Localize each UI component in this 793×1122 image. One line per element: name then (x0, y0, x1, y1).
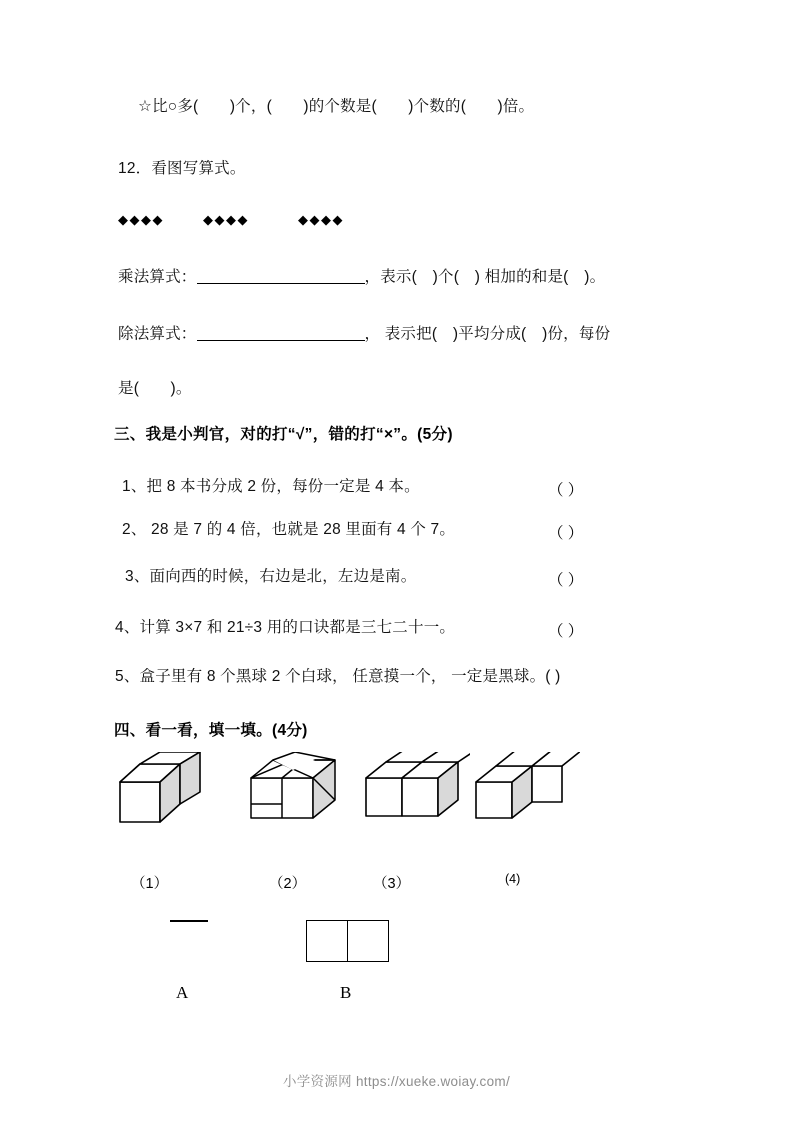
division-rest: ， 表示把( )平均分成( )份，每份 (364, 325, 611, 343)
footer-watermark: 小学资源网 https://xueke.woiay.com/ (282, 1074, 511, 1089)
tf-item-3-answer-box[interactable]: （ ） (548, 572, 584, 589)
view-a-label: A (176, 983, 189, 1002)
diamond-group-1: ◆◆◆◆ (118, 212, 164, 227)
question-12-title: 12．看图写算式。 (118, 160, 246, 177)
figure-4-label: (4) (505, 872, 521, 886)
section-three-heading: 三、我是小判官，对的打“√”，错的打“×”。(5分) (114, 426, 453, 443)
figure-2-label: （2） (269, 876, 307, 892)
multiplication-line (118, 268, 605, 287)
figure-3-four-cubes-block (360, 752, 470, 837)
diamond-group-2: ◆◆◆◆ (203, 212, 249, 227)
division-line (118, 325, 610, 344)
figure-3-label: （3） (373, 876, 411, 892)
figure-2-cubes-with-diagonals (245, 752, 360, 837)
tf-item-5: 5、盒子里有 8 个黑球 2 个白球， 任意摸一个， 一定是黑球。( ) (115, 668, 561, 685)
figure-1-label: （1） (131, 876, 169, 892)
view-b-cell-right (347, 921, 388, 961)
tf-item-4-answer-box[interactable]: （ ） (548, 623, 584, 640)
multiplication-answer-blank[interactable] (197, 268, 365, 284)
division-answer-blank[interactable] (197, 325, 365, 341)
multiplication-label: 乘法算式： (118, 268, 197, 286)
tf-item-2-answer-box[interactable]: （ ） (548, 525, 584, 542)
diamond-group-3: ◆◆◆◆ (298, 212, 344, 227)
tf-item-3: 3、面向西的时候，右边是北，左边是南。 (125, 568, 417, 585)
figure-4-three-cubes-L (470, 752, 580, 837)
section-four-heading: 四、看一看，填一填。(4分) (114, 722, 308, 739)
view-b-two-squares-shape (306, 920, 389, 962)
tf-item-1-answer-box[interactable]: （ ） (548, 482, 584, 499)
star-circle-question-line: ☆比○多( )个，( )的个数是( )个数的( )倍。 (138, 98, 535, 115)
multiplication-rest: ，表示( )个( ) 相加的和是( )。 (364, 268, 606, 286)
tf-item-4: 4、计算 3×7 和 21÷3 用的口诀都是三七二十一。 (115, 619, 456, 636)
view-a-line-shape (170, 920, 208, 922)
tf-item-1: 1、把 8 本书分成 2 份，每份一定是 4 本。 (122, 478, 420, 495)
figure-1-three-cubes-row (112, 752, 222, 837)
division-label: 除法算式： (118, 325, 197, 343)
view-b-cell-left (307, 921, 347, 961)
tf-item-2: 2、 28 是 7 的 4 倍，也就是 28 里面有 4 个 7。 (122, 521, 456, 538)
view-b-label: B (340, 983, 352, 1002)
division-tail-line: 是( )。 (118, 380, 192, 397)
